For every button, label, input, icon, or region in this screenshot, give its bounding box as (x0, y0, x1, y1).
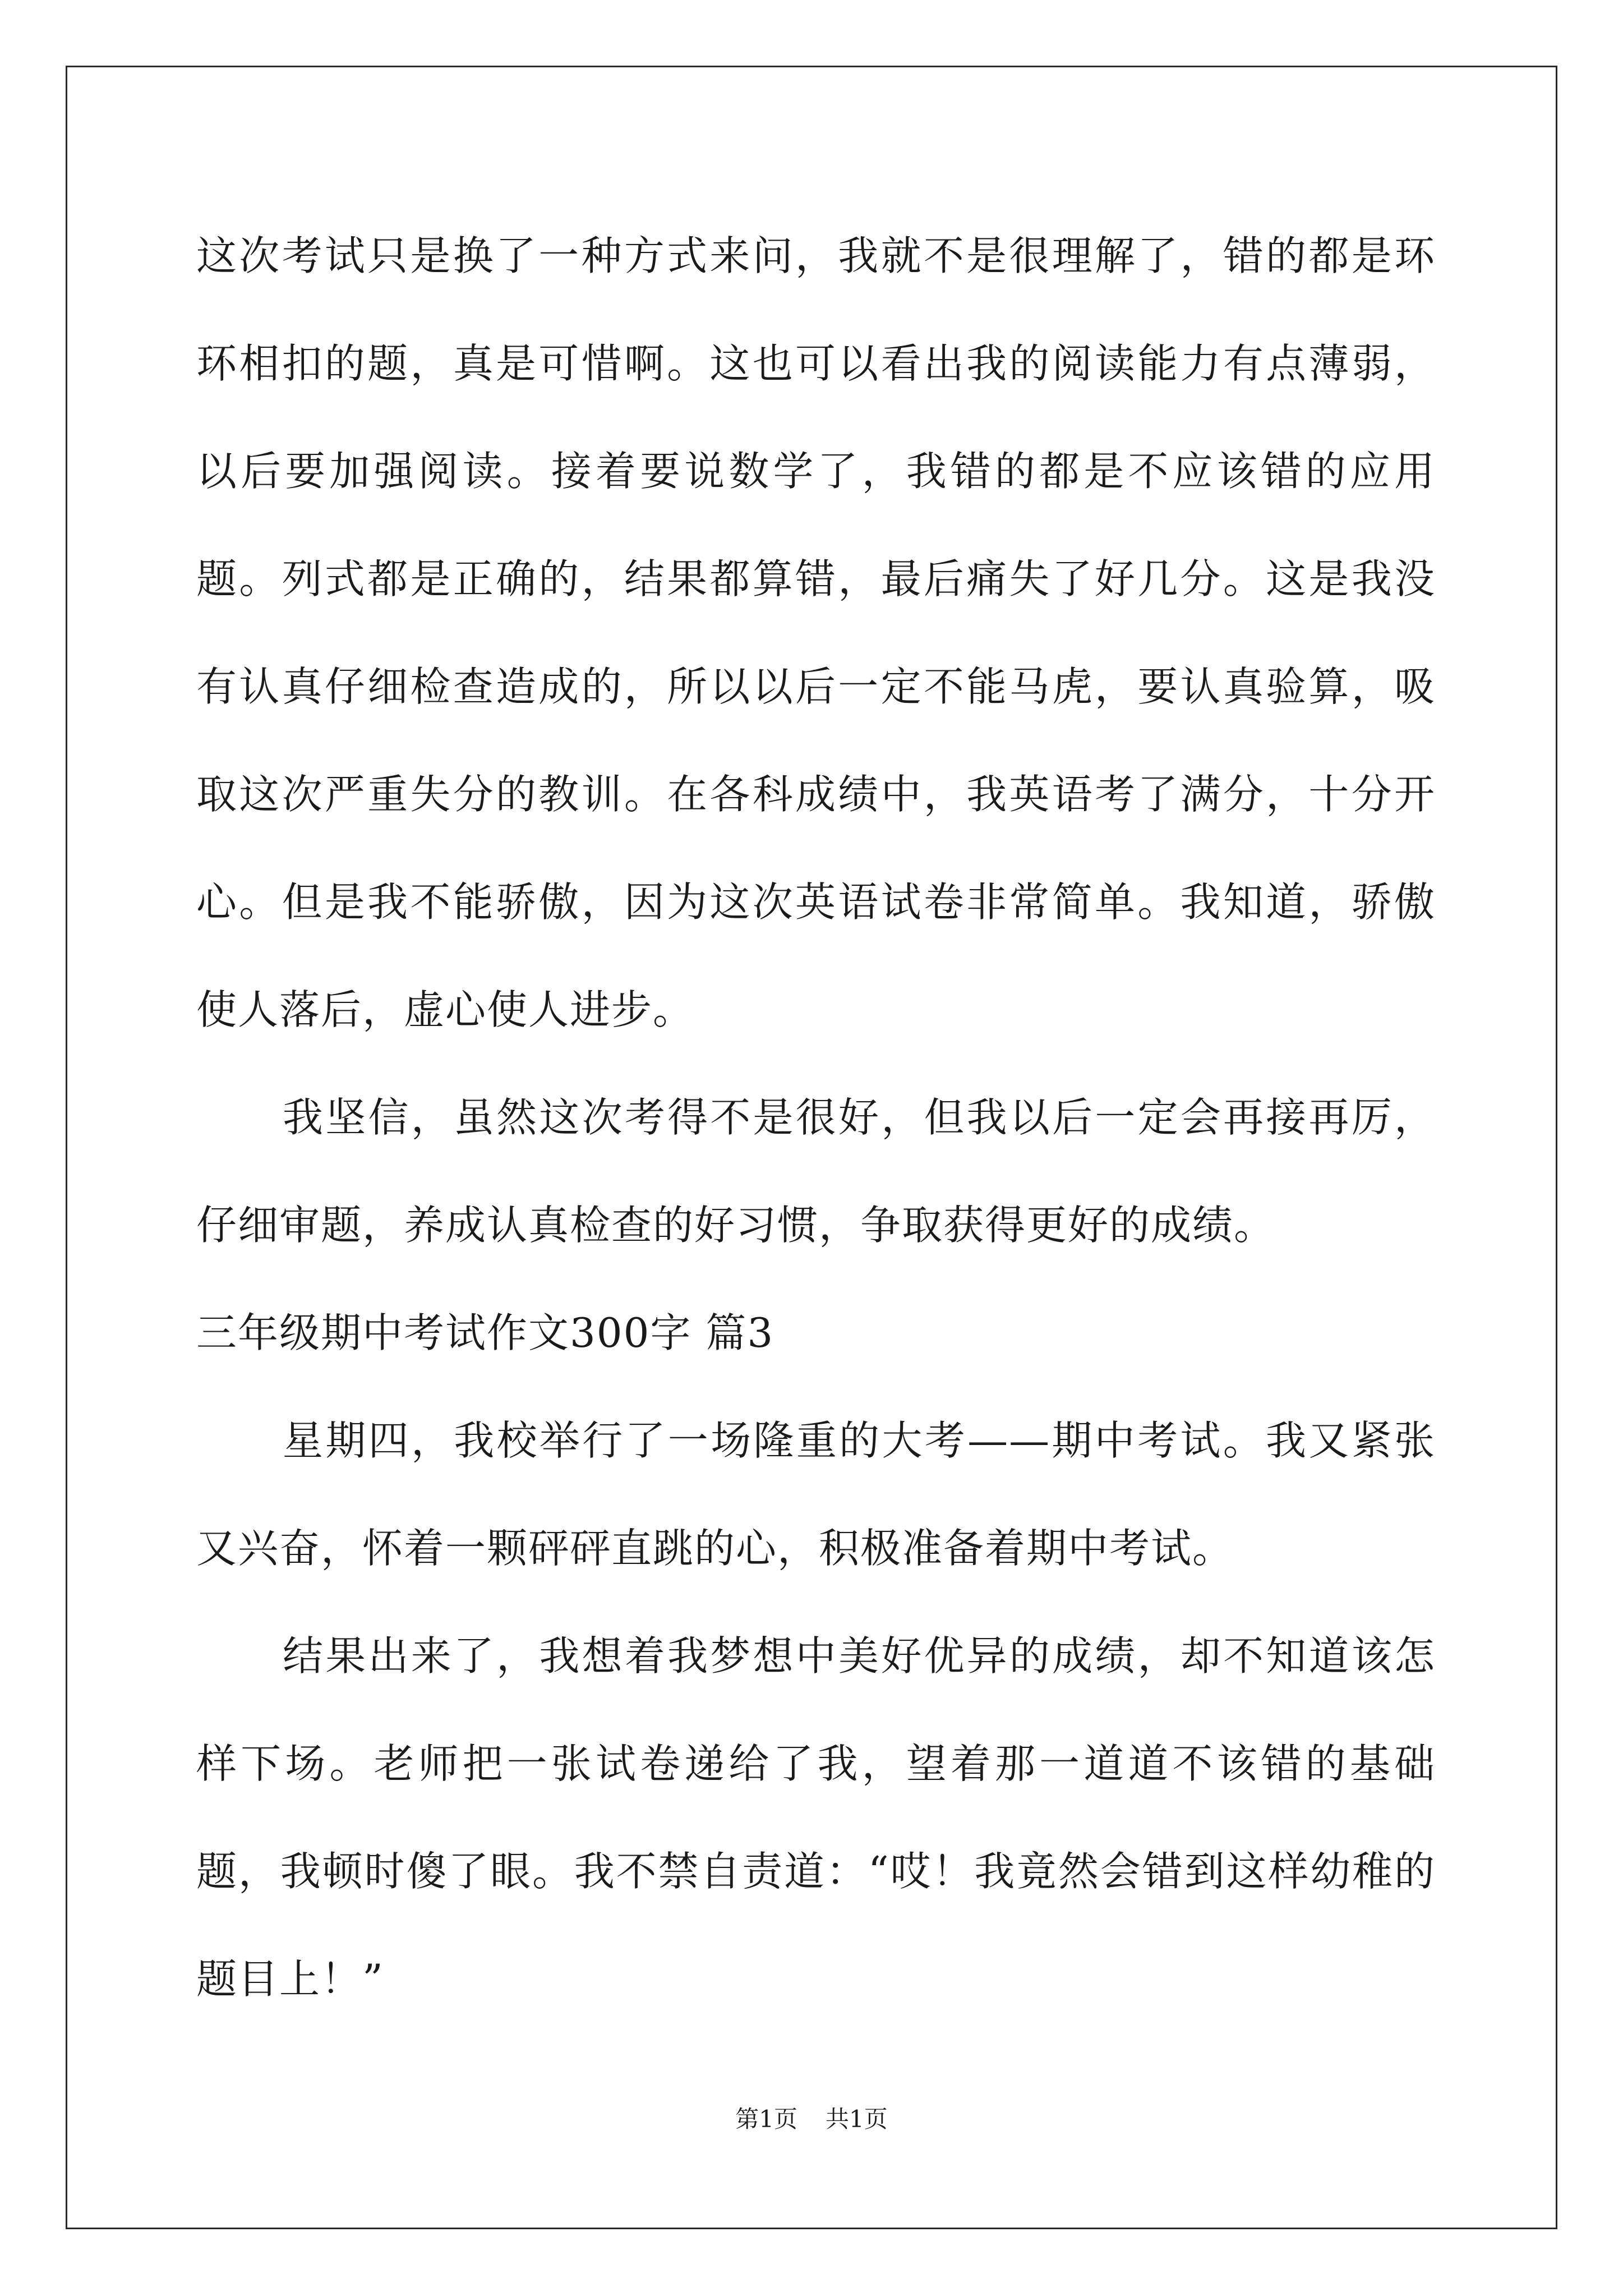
page-number: 第1页 (735, 2105, 797, 2133)
paragraph-4: 结果出来了，我想着我梦想中美好优异的成绩，却不知道该怎样下场。老师把一张试卷递给了我，望着那一道道不该错的基础题，我顿时傻了眼。我不禁自责道：“哎！我竟然会错到这样幼稚的题目上！” (196, 1632, 1436, 2003)
section-heading: 三年级期中考试作文300字 篇3 (196, 1309, 774, 1356)
paragraph-2: 我坚信，虽然这次考得不是很好，但我以后一定会再接再厉，仔细审题，养成认真检查的好习惯，争取获得更好的成绩。 (196, 1094, 1436, 1249)
page-footer (0, 2101, 1623, 2134)
paragraph-1: 这次考试只是换了一种方式来问，我就不是很理解了，错的都是环环相扣的题，真是可惜啊。这也可以看出我的阅读能力有点薄弱，以后要加强阅读。接着要说数学了，我错的都是不应该错的应用题。列式都是正确的，结果都算错，最后痛失了好几分。这是我没有认真仔细检查造成的，所以以后一定不能马虎，要认真验算，吸取这次严重失分的教训。在各科成绩中，我英语考了满分，十分开心。但是我不能骄傲，因为这次英语试卷非常简单。我知道，骄傲使人落后，虚心使人进步。 (196, 232, 1436, 1033)
document-body (196, 202, 1436, 2033)
page-total: 共1页 (826, 2105, 888, 2133)
paragraph-3: 星期四，我校举行了一场隆重的大考——期中考试。我又紧张又兴奋，怀着一颗砰砰直跳的心，积极准备着期中考试。 (196, 1417, 1436, 1572)
